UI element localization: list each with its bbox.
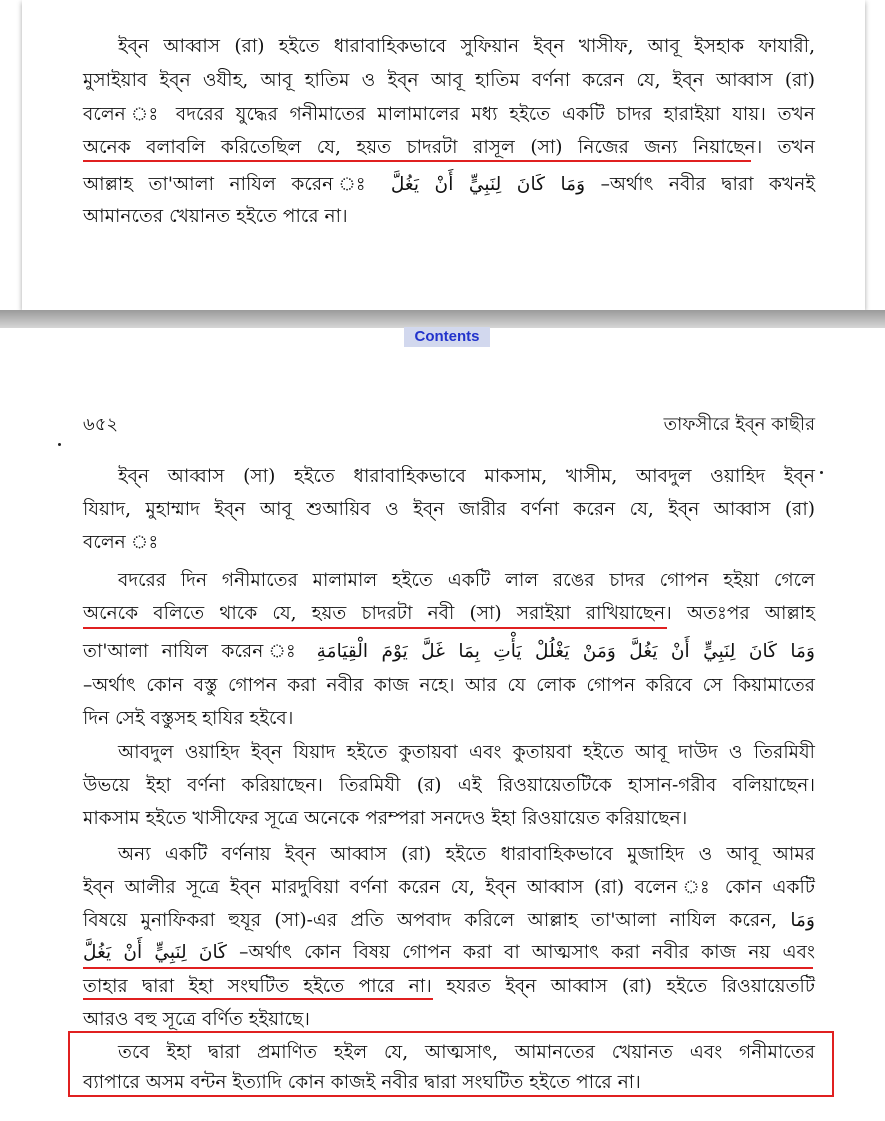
scan-speck bbox=[58, 443, 61, 446]
text-line: ইব্ন আব্বাস (রা) হইতে ধারাবাহিকভাবে সুফিয়ান ইব্ন খাসীফ, আবূ ইসহাক ফাযারী, bbox=[118, 36, 815, 57]
text-line: অনেকে বলিতে থাকে যে, হয়ত চাদরটা নবী (সা) সরাইয়া রাখিয়াছেন। অতঃপর আল্লাহ bbox=[83, 603, 815, 624]
text-line: ব্যাপারে অসম বন্টন ইত্যাদি কোন কাজই নবীর দ্বারা সংঘটিত হইতে পারে না। bbox=[83, 1072, 641, 1093]
page-number: ৬৫২ bbox=[83, 414, 119, 435]
scan-speck bbox=[820, 471, 823, 474]
text-line: ইব্ন আলীর সূত্রে ইব্ন মারদুবিয়া বর্ণনা করেন যে, ইব্ন আব্বাস (রা) বলেন ঃ কোন একটি bbox=[83, 877, 815, 898]
red-underline bbox=[83, 160, 751, 162]
text-line: অন্য একটি বর্ণনায় ইব্ন আব্বাস (রা) হইতে ধারাবাহিকভাবে মুজাহিদ ও আবূ আমর bbox=[118, 844, 815, 865]
text-line: ইব্ন আব্বাস (সা) হইতে ধারাবাহিকভাবে মাকসাম, খাসীম, আবদুল ওয়াহিদ ইব্ন bbox=[118, 466, 815, 487]
page-gap bbox=[0, 310, 885, 328]
text-line: বদরের দিন গনীমাতের মালামাল হইতে একটি লাল রঙের চাদর গোপন হইয়া গেলে bbox=[118, 570, 815, 591]
text-line: আমানতের খেয়ানত হইতে পারে না। bbox=[83, 206, 348, 227]
running-head: তাফসীরে ইব্ন কাছীর bbox=[663, 414, 815, 435]
text-line: –অর্থাৎ কোন বস্তু গোপন করা নবীর কাজ নহে। আর যে লোক গোপন করিবে সে কিয়ামাতের bbox=[83, 675, 815, 696]
text-line: বলেন ঃ bbox=[83, 532, 159, 553]
text-line: অনেক বলাবলি করিতেছিল যে, হয়ত চাদরটা রাসূল (সা) নিজের জন্য নিয়াছেন। তখন bbox=[83, 137, 815, 158]
text-line: মুসাইয়াব ইব্ন ওযীহ, আবূ হাতিম ও ইব্ন আবূ হাতিম বর্ণনা করেন যে, ইব্ন আব্বাস (রা) bbox=[83, 70, 815, 91]
text-line: যিয়াদ, মুহাম্মাদ ইব্ন আবূ শুআয়িব ও ইব্ন জারীর বর্ণনা করেন যে, ইব্ন আব্বাস (রা) bbox=[83, 499, 815, 520]
text-line: মাকসাম হইতে খাসীফের সূত্রে অনেকে পরম্পরা সনদেও ইহা রিওয়ায়েত করিয়াছেন। bbox=[83, 808, 688, 829]
contents-link[interactable]: Contents bbox=[404, 327, 490, 347]
text-line: তা'আলা নাযিল করেন ঃ وَمَا كَانَ لِنَبِيٍّ أَنْ يَغُلَّ وَمَنْ يَغْلُلْ يَأْتِ بِمَا غَلَّ يَوْمَ الْقِيَامَةِ bbox=[83, 641, 815, 662]
red-underline bbox=[83, 627, 667, 629]
text-line: كَانَ لِنَبِيٍّ أَنْ يَغُلَّ –অর্থাৎ কোন বিষয় গোপন করা বা আত্মসাৎ করা নবীর কাজ নয় এবং bbox=[83, 942, 816, 963]
text-line: উভয়ে ইহা বর্ণনা করিয়াছেন। তিরমিযী (র) এই রিওয়ায়েতটিকে হাসান-গরীব বলিয়াছেন। bbox=[83, 775, 815, 796]
red-underline bbox=[83, 998, 433, 1000]
text-line: বলেন ঃ বদরের যুদ্ধের গনীমাতের মালামালের মধ্য হইতে একটি চাদর হারাইয়া যায়। তখন bbox=[83, 104, 815, 125]
text-line: আরও বহু সূত্রে বর্ণিত হইয়াছে। bbox=[83, 1009, 310, 1030]
red-underline bbox=[83, 967, 813, 969]
text-line: বিষয়ে মুনাফিকরা হুযূর (সা)-এর প্রতি অপবাদ করিলে আল্লাহ তা'আলা নাযিল করেন, وَمَا bbox=[83, 910, 815, 931]
text-line: দিন সেই বস্তুসহ হাযির হইবে। bbox=[83, 708, 294, 729]
text-line: তাহার দ্বারা ইহা সংঘটিত হইতে পারে না। হযরত ইব্ন আব্বাস (রা) হইতে রিওয়ায়েতটি bbox=[83, 976, 815, 997]
text-line: আল্লাহ তা'আলা নাযিল করেন ঃ وَمَا كَانَ لِنَبِيٍّ أَنْ يَغُلَّ –অর্থাৎ নবীর দ্বারা কখনই bbox=[83, 174, 815, 195]
text-line: আবদুল ওয়াহিদ ইব্ন যিয়াদ হইতে কুতায়বা এবং কুতায়বা হইতে আবূ দাউদ ও তিরমিযী bbox=[118, 742, 815, 763]
text-line: তবে ইহা দ্বারা প্রমাণিত হইল যে, আত্মসাৎ, আমানতের খেয়ানত এবং গনীমাতের bbox=[118, 1042, 815, 1063]
